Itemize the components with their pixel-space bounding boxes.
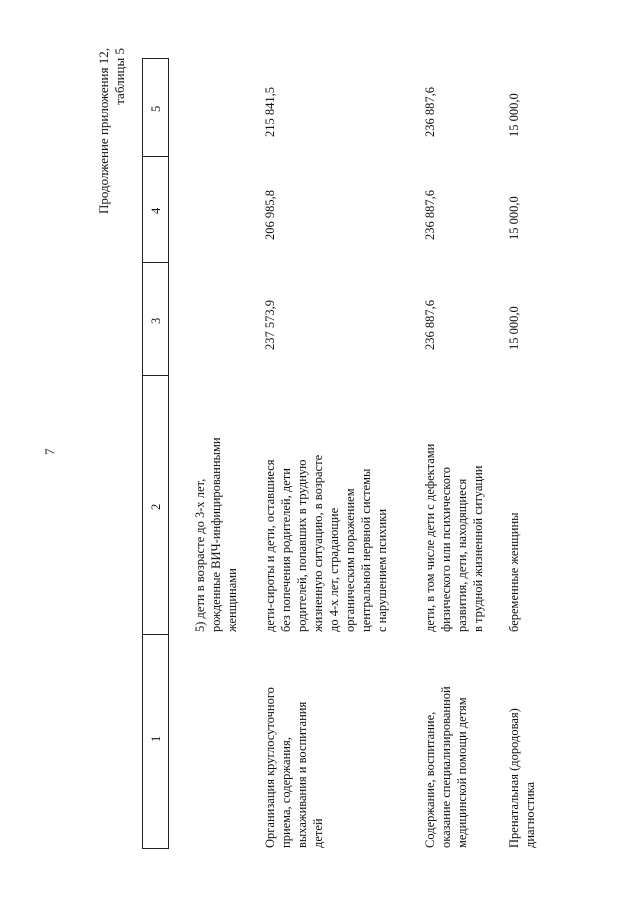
header-col-1: 1	[149, 735, 163, 742]
header-top-edge	[142, 58, 169, 59]
header-col-sep-34	[142, 262, 169, 263]
row-3-service: Пренатальная (дородовая) диагностика	[507, 708, 537, 848]
header-divider	[168, 58, 169, 848]
row-2-col4: 236 887,6	[423, 190, 437, 240]
table-border-left	[142, 58, 143, 848]
row-2-col5: 236 887,6	[423, 87, 437, 137]
row-1-service: Организация круглосуточного приема, содержания, выхаживания и воспитания детей	[263, 687, 325, 848]
header-col-sep-23	[142, 375, 169, 376]
header-bottom-edge	[142, 848, 169, 849]
row-2-service: Содержание, воспитание, оказание специализированной медицинской помощи детям	[423, 686, 469, 848]
header-col-sep-12	[142, 634, 169, 635]
header-col-2: 2	[149, 503, 163, 510]
header-col-4: 4	[149, 207, 163, 214]
header-col-5: 5	[149, 105, 163, 112]
table-caption: Продолжение приложения 12, таблицы 5	[96, 48, 127, 215]
row-3-category: беременные женщины	[507, 512, 521, 632]
page-number: 7	[42, 448, 57, 455]
header-col-3: 3	[149, 317, 163, 324]
row-2-category: дети, в том числе дети с дефектами физического или психического развития, дети, находящиеся в трудной жизненной ситуации	[423, 443, 485, 632]
row-0-category: 5) дети в возрасте до 3-х лет, рожденные ВИЧ-инфицированными женщинами	[193, 437, 239, 632]
row-1-col4: 206 985,8	[263, 190, 277, 240]
row-1-col5: 215 841,5	[263, 87, 277, 137]
row-1-col3: 237 573,9	[263, 300, 277, 350]
row-2-col3: 236 887,6	[423, 300, 437, 350]
row-3-col5: 15 000,0	[507, 93, 521, 137]
row-3-col4: 15 000,0	[507, 196, 521, 240]
row-1-category: дети-сироты и дети, оставшиеся без попечения родителей, дети родителей, попавших в трудную жизненную ситуацию, в возрасте до 4-х лет, страдающие органическим поражением центральной нервной системы с нарушением психики	[263, 454, 389, 632]
header-col-sep-45	[142, 156, 169, 157]
row-3-col3: 15 000,0	[507, 306, 521, 350]
